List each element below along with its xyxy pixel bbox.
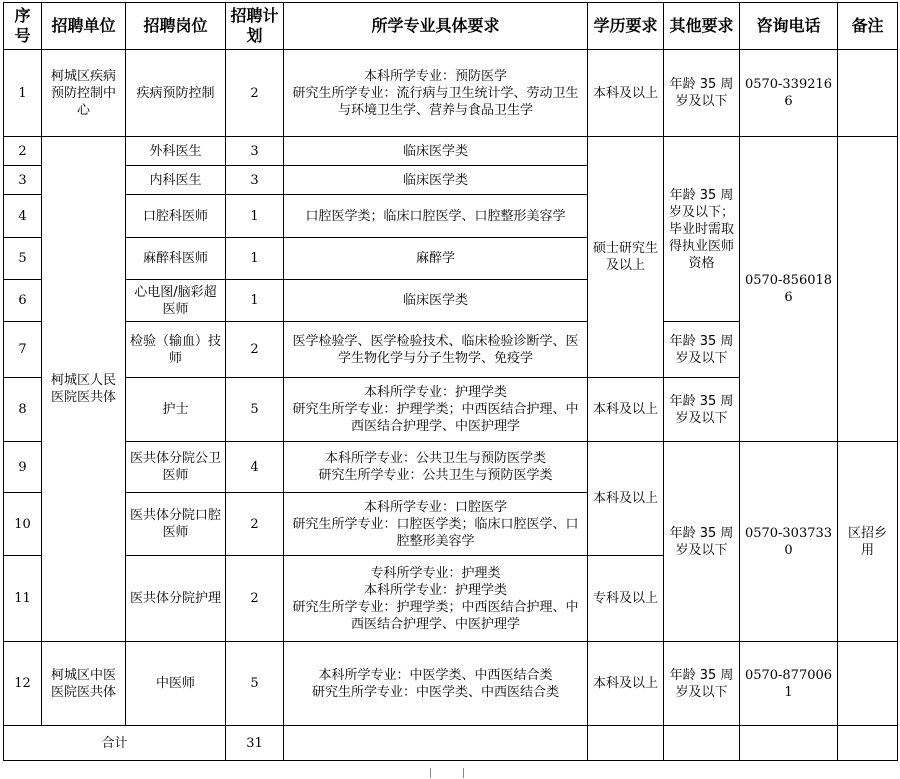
cell-other: 年龄 35 周岁及以下；毕业时需取得执业医师资格 <box>664 137 740 322</box>
cell-major: 本科所学专业：口腔医学 研究生所学专业：口腔医学类；临床口腔医学、口腔整形美容学 <box>284 493 588 556</box>
cell-plan: 2 <box>226 50 284 137</box>
header-plan: 招聘计划 <box>226 3 284 50</box>
cell-no: 11 <box>4 556 42 642</box>
cell-education: 本科及以上 <box>588 642 664 726</box>
cell-other: 年龄 35 周岁及以下 <box>664 442 740 642</box>
recruitment-table <box>3 2 898 761</box>
table-row <box>4 642 898 726</box>
cell-post: 麻醉科医师 <box>126 238 226 280</box>
table-row <box>4 137 898 166</box>
cell-note <box>838 137 898 442</box>
header-other: 其他要求 <box>664 3 740 50</box>
cell-no: 10 <box>4 493 42 556</box>
header-education: 学历要求 <box>588 3 664 50</box>
total-empty-cell <box>588 726 664 761</box>
cell-major: 临床医学类 <box>284 280 588 322</box>
header-phone: 咨询电话 <box>740 3 838 50</box>
total-empty-cell <box>284 726 588 761</box>
cell-unit: 柯城区疾病预防控制中心 <box>42 50 126 137</box>
cell-no: 4 <box>4 195 42 238</box>
total-empty-cell <box>664 726 740 761</box>
cell-post: 护士 <box>126 378 226 442</box>
cell-plan: 1 <box>226 195 284 238</box>
header-no: 序号 <box>4 3 42 50</box>
total-empty-cell <box>838 726 898 761</box>
cell-education: 本科及以上 <box>588 442 664 556</box>
cell-phone: 0570-3392166 <box>740 50 838 137</box>
cell-post: 检验（输血）技师 <box>126 322 226 378</box>
cell-no: 12 <box>4 642 42 726</box>
cell-unit: 柯城区中医医院医共体 <box>42 642 126 726</box>
cell-major: 本科所学专业：公共卫生与预防医学类 研究生所学专业：公共卫生与预防医学类 <box>284 442 588 493</box>
cell-other: 年龄 35 周岁及以下 <box>664 50 740 137</box>
header-row <box>4 3 898 50</box>
cell-other: 年龄 35 周岁及以下 <box>664 642 740 726</box>
cell-no: 7 <box>4 322 42 378</box>
cell-plan: 1 <box>226 280 284 322</box>
cell-major: 本科所学专业：中医学类、中西医结合类 研究生所学专业：中医学类、中西医结合类 <box>284 642 588 726</box>
cell-plan: 2 <box>226 493 284 556</box>
cell-plan: 1 <box>226 238 284 280</box>
cell-other: 年龄 35 周岁及以下 <box>664 378 740 442</box>
cell-note <box>838 50 898 137</box>
total-empty-cell <box>740 726 838 761</box>
header-post: 招聘岗位 <box>126 3 226 50</box>
table-row <box>4 50 898 137</box>
cell-plan: 5 <box>226 642 284 726</box>
page-break-marker <box>430 768 464 778</box>
cell-unit: 柯城区人民医院医共体 <box>42 137 126 642</box>
cell-no: 2 <box>4 137 42 166</box>
total-row <box>4 726 898 761</box>
header-unit: 招聘单位 <box>42 3 126 50</box>
cell-no: 5 <box>4 238 42 280</box>
cell-plan: 3 <box>226 166 284 195</box>
cell-plan: 2 <box>226 322 284 378</box>
cell-phone: 0570-3037330 <box>740 442 838 642</box>
cell-phone: 0570-8770061 <box>740 642 838 726</box>
cell-education: 专科及以上 <box>588 556 664 642</box>
total-value: 31 <box>226 726 284 761</box>
cell-note: 区招乡用 <box>838 442 898 642</box>
cell-post: 内科医生 <box>126 166 226 195</box>
cell-education: 本科及以上 <box>588 378 664 442</box>
cell-major: 专科所学专业：护理类 本科所学专业：护理学类 研究生所学专业：护理学类；中西医结合护理、中西医结合护理学、中医护理学 <box>284 556 588 642</box>
cell-plan: 5 <box>226 378 284 442</box>
cell-post: 医共体分院公卫医师 <box>126 442 226 493</box>
cell-post: 心电图/脑彩超医师 <box>126 280 226 322</box>
total-label: 合计 <box>4 726 226 761</box>
cell-post: 外科医生 <box>126 137 226 166</box>
cell-major: 临床医学类 <box>284 166 588 195</box>
cell-post: 医共体分院护理 <box>126 556 226 642</box>
header-major: 所学专业具体要求 <box>284 3 588 50</box>
cell-plan: 3 <box>226 137 284 166</box>
cell-major: 临床医学类 <box>284 137 588 166</box>
cell-post: 医共体分院口腔医师 <box>126 493 226 556</box>
cell-phone: 0570-8560186 <box>740 137 838 442</box>
cell-education: 硕士研究生及以上 <box>588 137 664 378</box>
header-note: 备注 <box>838 3 898 50</box>
cell-major: 口腔医学类；临床口腔医学、口腔整形美容学 <box>284 195 588 238</box>
cell-post: 中医师 <box>126 642 226 726</box>
cell-post: 疾病预防控制 <box>126 50 226 137</box>
cell-major: 麻醉学 <box>284 238 588 280</box>
cell-plan: 4 <box>226 442 284 493</box>
cell-no: 8 <box>4 378 42 442</box>
cell-no: 9 <box>4 442 42 493</box>
cell-no: 6 <box>4 280 42 322</box>
cell-post: 口腔科医师 <box>126 195 226 238</box>
table-row <box>4 442 898 493</box>
cell-no: 3 <box>4 166 42 195</box>
cell-major: 本科所学专业：预防医学 研究生所学专业：流行病与卫生统计学、劳动卫生与环境卫生学、营养与食品卫生学 <box>284 50 588 137</box>
cell-major: 医学检验学、医学检验技术、临床检验诊断学、医学生物化学与分子生物学、免疫学 <box>284 322 588 378</box>
cell-no: 1 <box>4 50 42 137</box>
cell-note <box>838 642 898 726</box>
cell-plan: 2 <box>226 556 284 642</box>
cell-education: 本科及以上 <box>588 50 664 137</box>
cell-other: 年龄 35 周岁及以下 <box>664 322 740 378</box>
cell-major: 本科所学专业：护理学类 研究生所学专业：护理学类；中西医结合护理、中西医结合护理学、中医护理学 <box>284 378 588 442</box>
